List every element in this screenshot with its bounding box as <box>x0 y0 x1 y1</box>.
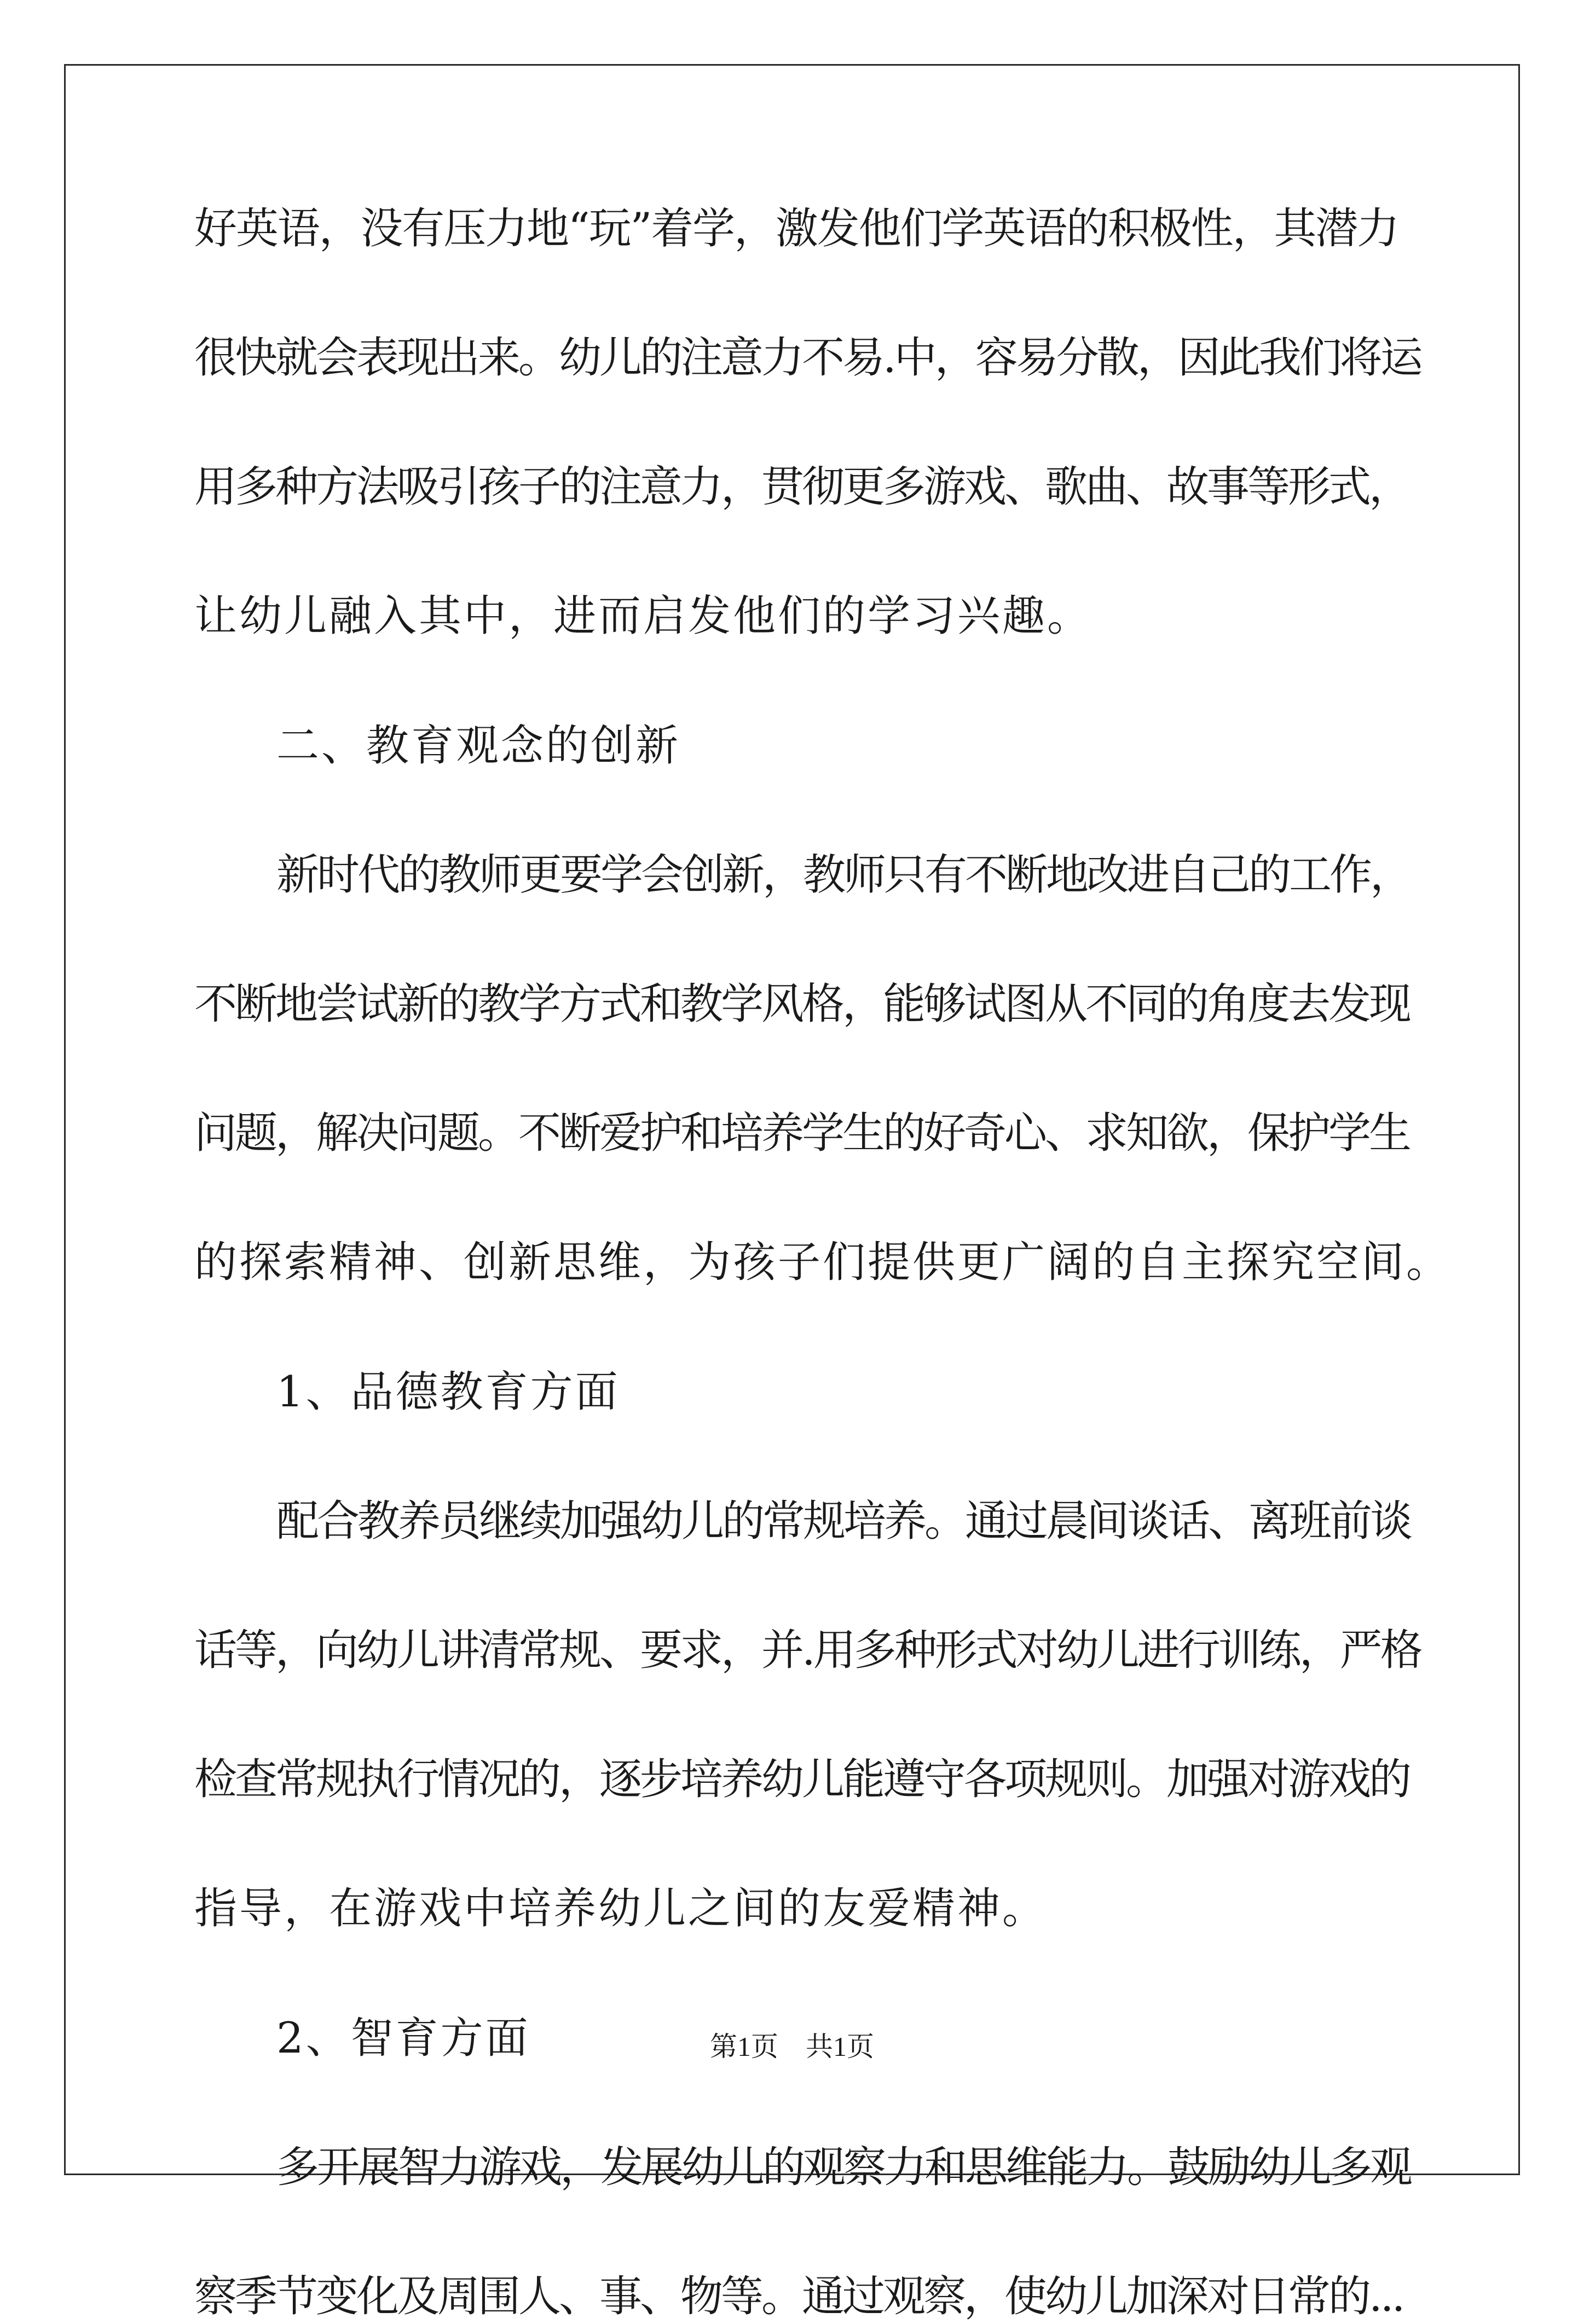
subsection-heading: 1、品德教育方面 <box>276 1367 620 1417</box>
text-line: 让幼儿融入其中，进而启发他们的学习兴趣。 <box>194 592 1092 641</box>
text-line: 的探索精神、创新思维，为孩子们提供更广阔的自主探究空间。 <box>194 1238 1452 1287</box>
page-number: 第1页 共1页 <box>710 2031 874 2062</box>
subsection-heading: 2、智育方面 <box>276 2014 530 2063</box>
section-heading: 二、教育观念的创新 <box>276 721 681 770</box>
text-line: 好英语，没有压力地“玩”着学，激发他们学英语的积极性，其潜力 <box>194 204 1398 253</box>
text-line: 检查常规执行情况的，逐步培养幼儿能遵守各项规则。加强对游戏的 <box>194 1755 1410 1804</box>
text-line: 多开展智力游戏，发展幼儿的观察力和思维能力。鼓励幼儿多观 <box>276 2143 1411 2192</box>
text-line: 察季节变化及周围人、事、物等。通过观察，使幼儿加深对日常的... <box>194 2272 1403 2321</box>
text-line: 不断地尝试新的教学方式和教学风格，能够试图从不同的角度去发现 <box>194 980 1410 1029</box>
text-line: 话等，向幼儿讲清常规、要求，并.用多种形式对幼儿进行训练，严格 <box>194 1626 1421 1675</box>
text-line: 指导，在游戏中培养幼儿之间的友爱精神。 <box>194 1884 1048 1933</box>
text-line: 新时代的教师更要学会创新，教师只有不断地改进自己的工作， <box>276 850 1411 900</box>
text-line: 问题，解决问题。不断爱护和培养学生的好奇心、求知欲，保护学生 <box>194 1109 1410 1158</box>
text-line: 用多种方法吸引孩子的注意力，贯彻更多游戏、歌曲、故事等形式， <box>194 462 1410 512</box>
text-line: 配合教养员继续加强幼儿的常规培养。通过晨间谈话、离班前谈 <box>276 1497 1411 1546</box>
text-line: 很快就会表现出来。幼儿的注意力不易.中，容易分散，因此我们将运 <box>194 333 1421 382</box>
